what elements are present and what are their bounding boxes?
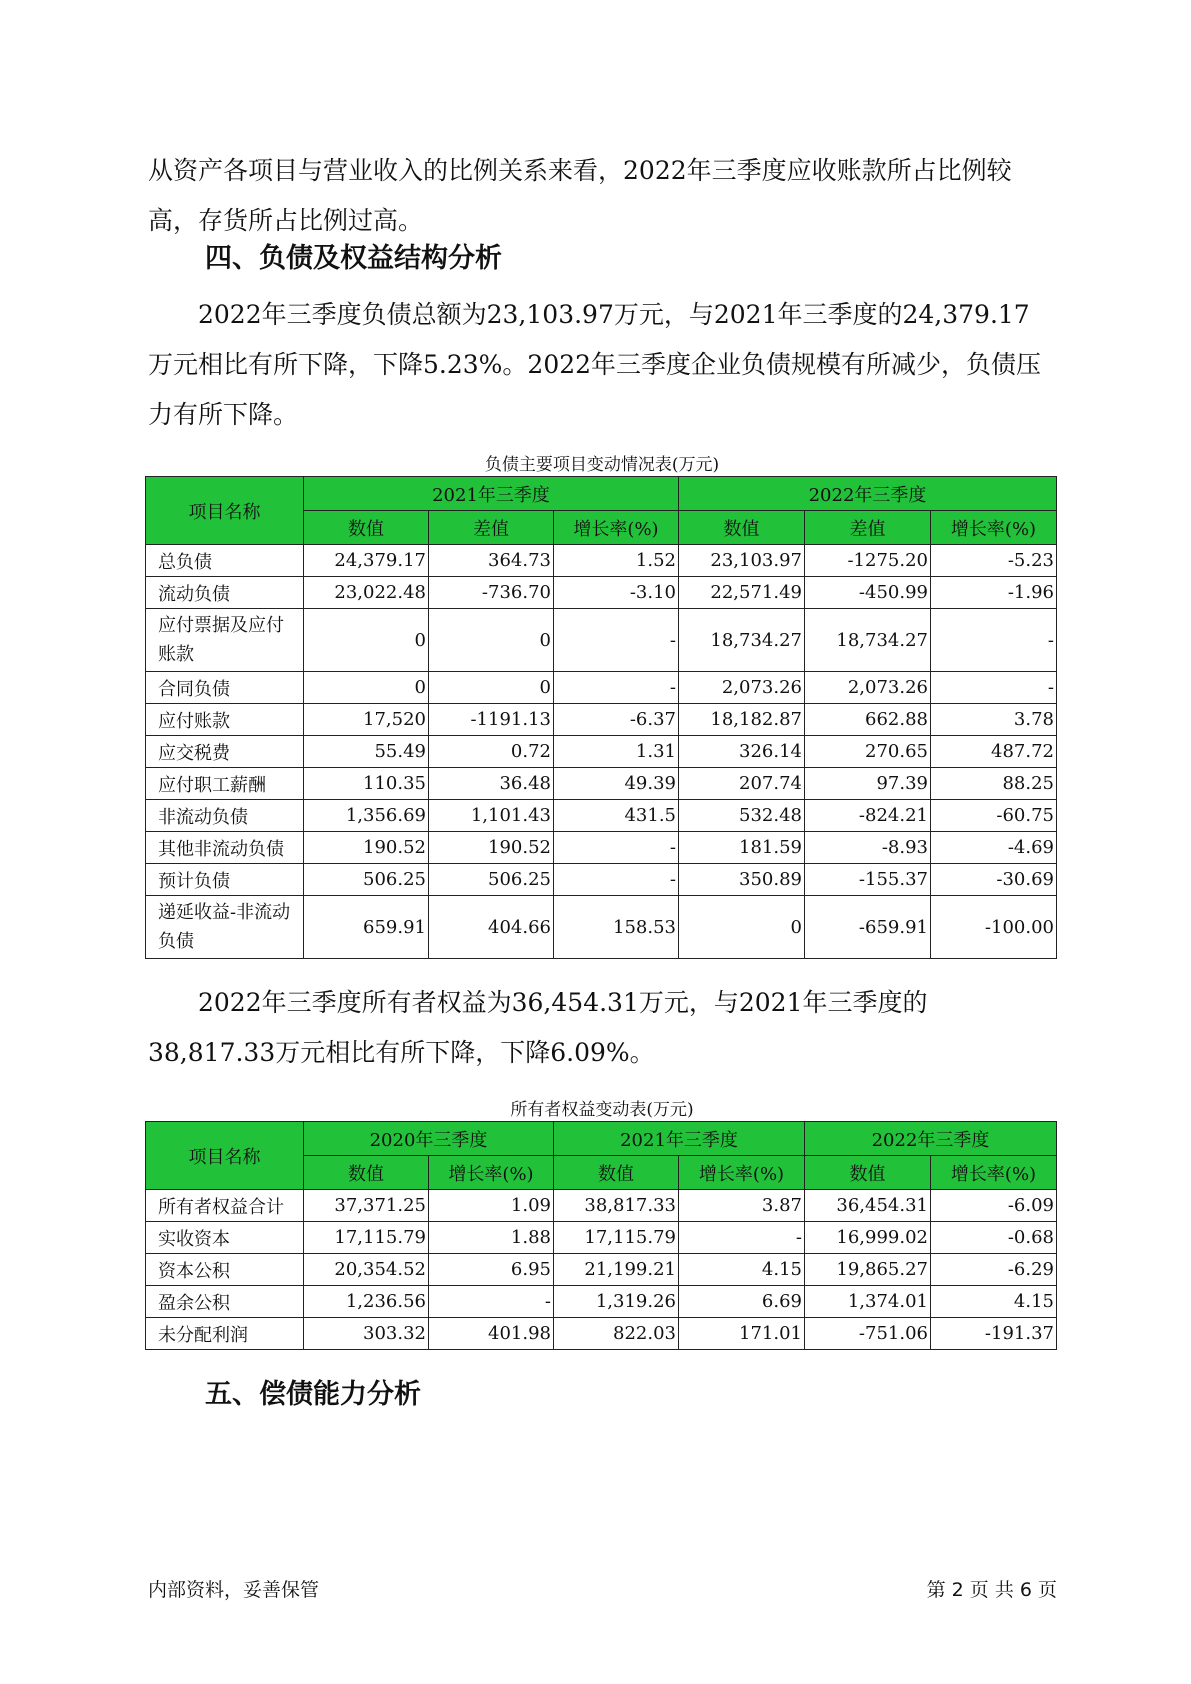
table-cell: 190.52 xyxy=(304,832,429,864)
table-cell: -1.96 xyxy=(931,577,1057,609)
table-cell: -450.99 xyxy=(805,577,931,609)
column-subheader: 数值 xyxy=(304,1156,429,1190)
table-cell: 4.15 xyxy=(931,1286,1057,1318)
table-cell: 36,454.31 xyxy=(805,1190,931,1222)
table-cell: 326.14 xyxy=(679,736,805,768)
table-cell: 17,520 xyxy=(304,704,429,736)
table-cell: 506.25 xyxy=(429,864,554,896)
table-cell: -191.37 xyxy=(931,1318,1057,1350)
table-cell: 2,073.26 xyxy=(805,672,931,704)
table-cell: 0.72 xyxy=(429,736,554,768)
table-cell: 207.74 xyxy=(679,768,805,800)
row-label: 应交税费 xyxy=(146,736,304,768)
table-cell: 97.39 xyxy=(805,768,931,800)
footer-confidential-note: 内部资料，妥善保管 xyxy=(148,1579,320,1601)
row-label: 应付职工薪酬 xyxy=(146,768,304,800)
table-cell: 3.87 xyxy=(679,1190,805,1222)
table-cell: 431.5 xyxy=(554,800,679,832)
table-cell: 4.15 xyxy=(679,1254,805,1286)
section4-heading: 四、负债及权益结构分析 xyxy=(205,243,502,274)
table-cell: -659.91 xyxy=(805,896,931,959)
column-subheader: 数值 xyxy=(679,511,805,545)
column-subheader: 差值 xyxy=(429,511,554,545)
column-subheader: 增长率(%) xyxy=(429,1156,554,1190)
table-row xyxy=(146,704,1057,736)
table-cell: 55.49 xyxy=(304,736,429,768)
table-cell: - xyxy=(554,672,679,704)
table-cell: - xyxy=(931,609,1057,672)
table-cell: -5.23 xyxy=(931,545,1057,577)
row-label: 流动负债 xyxy=(146,577,304,609)
row-label: 资本公积 xyxy=(146,1254,304,1286)
table-cell: 1.88 xyxy=(429,1222,554,1254)
row-label: 总负债 xyxy=(146,545,304,577)
table-row xyxy=(146,609,1057,672)
equity-table-caption: 所有者权益变动表(万元) xyxy=(510,1100,694,1120)
table-cell: 18,182.87 xyxy=(679,704,805,736)
table-cell: 1.31 xyxy=(554,736,679,768)
equity-group-header: 2020年三季度 xyxy=(304,1122,554,1156)
table-cell: 16,999.02 xyxy=(805,1222,931,1254)
table-cell: - xyxy=(554,864,679,896)
table-cell: 18,734.27 xyxy=(805,609,931,672)
table-cell: 49.39 xyxy=(554,768,679,800)
table-cell: -824.21 xyxy=(805,800,931,832)
table-cell: -751.06 xyxy=(805,1318,931,1350)
liability-name-header: 项目名称 xyxy=(146,477,304,545)
table-row xyxy=(146,1190,1057,1222)
table-row xyxy=(146,577,1057,609)
equity-table xyxy=(145,1121,1057,1350)
table-cell: - xyxy=(429,1286,554,1318)
table-cell: 6.95 xyxy=(429,1254,554,1286)
column-subheader: 差值 xyxy=(805,511,931,545)
table-cell: 158.53 xyxy=(554,896,679,959)
table-row xyxy=(146,1286,1057,1318)
table-cell: 23,022.48 xyxy=(304,577,429,609)
row-label: 所有者权益合计 xyxy=(146,1190,304,1222)
table-cell: 0 xyxy=(304,609,429,672)
table-cell: -60.75 xyxy=(931,800,1057,832)
table-cell: 1,236.56 xyxy=(304,1286,429,1318)
table-cell: 21,199.21 xyxy=(554,1254,679,1286)
table-cell: 0 xyxy=(429,609,554,672)
table-cell: -4.69 xyxy=(931,832,1057,864)
table-row xyxy=(146,672,1057,704)
table-cell: 1,374.01 xyxy=(805,1286,931,1318)
liability-table-header-row xyxy=(146,477,1057,511)
table-cell: 1,319.26 xyxy=(554,1286,679,1318)
table-cell: 401.98 xyxy=(429,1318,554,1350)
table-cell: -3.10 xyxy=(554,577,679,609)
table-row xyxy=(146,1254,1057,1286)
row-label: 实收资本 xyxy=(146,1222,304,1254)
table-cell: 17,115.79 xyxy=(554,1222,679,1254)
table-cell: -1191.13 xyxy=(429,704,554,736)
column-subheader: 增长率(%) xyxy=(931,1156,1057,1190)
liability-table-caption: 负债主要项目变动情况表(万元) xyxy=(484,455,720,475)
table-cell: -0.68 xyxy=(931,1222,1057,1254)
table-cell: 23,103.97 xyxy=(679,545,805,577)
table-cell: 350.89 xyxy=(679,864,805,896)
row-label: 其他非流动负债 xyxy=(146,832,304,864)
table-cell: -6.29 xyxy=(931,1254,1057,1286)
table-cell: 181.59 xyxy=(679,832,805,864)
table-cell: 270.65 xyxy=(805,736,931,768)
table-cell: -1275.20 xyxy=(805,545,931,577)
table-cell: 822.03 xyxy=(554,1318,679,1350)
table-cell: 1.52 xyxy=(554,545,679,577)
table-cell: 1.09 xyxy=(429,1190,554,1222)
table-cell: - xyxy=(554,609,679,672)
table-cell: -30.69 xyxy=(931,864,1057,896)
table-cell: 17,115.79 xyxy=(304,1222,429,1254)
table-row xyxy=(146,800,1057,832)
table-cell: 18,734.27 xyxy=(679,609,805,672)
table-cell: 171.01 xyxy=(679,1318,805,1350)
table-cell: -8.93 xyxy=(805,832,931,864)
table-cell: 2,073.26 xyxy=(679,672,805,704)
table-row xyxy=(146,1222,1057,1254)
table-row xyxy=(146,736,1057,768)
table-cell: -6.09 xyxy=(931,1190,1057,1222)
table-cell: 22,571.49 xyxy=(679,577,805,609)
table-cell: -6.37 xyxy=(554,704,679,736)
table-cell: 404.66 xyxy=(429,896,554,959)
table-cell: -736.70 xyxy=(429,577,554,609)
liability-paragraph: 2022年三季度负债总额为23,103.97万元，与2021年三季度的24,379.17万元相比有所下降，下降5.23%。2022年三季度企业负债规模有所减少，负债压力有所下降。 xyxy=(148,300,1042,429)
table-cell: - xyxy=(554,832,679,864)
table-cell: 0 xyxy=(304,672,429,704)
table-cell: 0 xyxy=(679,896,805,959)
table-cell: 1,101.43 xyxy=(429,800,554,832)
column-subheader: 增长率(%) xyxy=(931,511,1057,545)
table-row xyxy=(146,864,1057,896)
table-cell: 3.78 xyxy=(931,704,1057,736)
row-label: 合同负债 xyxy=(146,672,304,704)
column-subheader: 增长率(%) xyxy=(679,1156,805,1190)
column-subheader: 数值 xyxy=(805,1156,931,1190)
table-cell: 364.73 xyxy=(429,545,554,577)
footer-page-number: 第 2 页 共 6 页 xyxy=(926,1579,1057,1601)
liability-group-header: 2022年三季度 xyxy=(679,477,1057,511)
table-cell: 532.48 xyxy=(679,800,805,832)
table-cell: 19,865.27 xyxy=(805,1254,931,1286)
table-row xyxy=(146,768,1057,800)
table-cell: - xyxy=(679,1222,805,1254)
row-label: 盈余公积 xyxy=(146,1286,304,1318)
table-row xyxy=(146,1318,1057,1350)
table-cell: 1,356.69 xyxy=(304,800,429,832)
equity-group-header: 2022年三季度 xyxy=(805,1122,1057,1156)
table-cell: - xyxy=(931,672,1057,704)
table-cell: 110.35 xyxy=(304,768,429,800)
equity-group-header: 2021年三季度 xyxy=(554,1122,805,1156)
table-cell: 506.25 xyxy=(304,864,429,896)
row-label: 应付账款 xyxy=(146,704,304,736)
column-subheader: 数值 xyxy=(304,511,429,545)
row-label: 预计负债 xyxy=(146,864,304,896)
column-subheader: 数值 xyxy=(554,1156,679,1190)
row-label: 递延收益-非流动负债 xyxy=(146,896,304,959)
table-cell: 6.69 xyxy=(679,1286,805,1318)
table-cell: 38,817.33 xyxy=(554,1190,679,1222)
table-cell: 37,371.25 xyxy=(304,1190,429,1222)
equity-paragraph: 2022年三季度所有者权益为36,454.31万元，与2021年三季度的38,817.33万元相比有所下降，下降6.09%。 xyxy=(148,988,928,1067)
table-cell: -155.37 xyxy=(805,864,931,896)
row-label: 非流动负债 xyxy=(146,800,304,832)
row-label: 应付票据及应付账款 xyxy=(146,609,304,672)
equity-table-header-row xyxy=(146,1122,1057,1156)
table-cell: 20,354.52 xyxy=(304,1254,429,1286)
table-cell: 88.25 xyxy=(931,768,1057,800)
section5-heading: 五、偿债能力分析 xyxy=(205,1379,421,1410)
table-cell: 303.32 xyxy=(304,1318,429,1350)
liability-group-header: 2021年三季度 xyxy=(304,477,679,511)
table-row xyxy=(146,832,1057,864)
table-cell: 659.91 xyxy=(304,896,429,959)
table-cell: 487.72 xyxy=(931,736,1057,768)
table-cell: 662.88 xyxy=(805,704,931,736)
table-cell: 190.52 xyxy=(429,832,554,864)
column-subheader: 增长率(%) xyxy=(554,511,679,545)
table-cell: -100.00 xyxy=(931,896,1057,959)
table-row xyxy=(146,896,1057,959)
liability-table xyxy=(145,476,1057,959)
table-cell: 36.48 xyxy=(429,768,554,800)
table-row xyxy=(146,545,1057,577)
table-cell: 0 xyxy=(429,672,554,704)
table-cell: 24,379.17 xyxy=(304,545,429,577)
intro-paragraph: 从资产各项目与营业收入的比例关系来看，2022年三季度应收账款所占比例较高，存货所占比例过高。 xyxy=(148,156,1012,235)
row-label: 未分配利润 xyxy=(146,1318,304,1350)
equity-name-header: 项目名称 xyxy=(146,1122,304,1190)
